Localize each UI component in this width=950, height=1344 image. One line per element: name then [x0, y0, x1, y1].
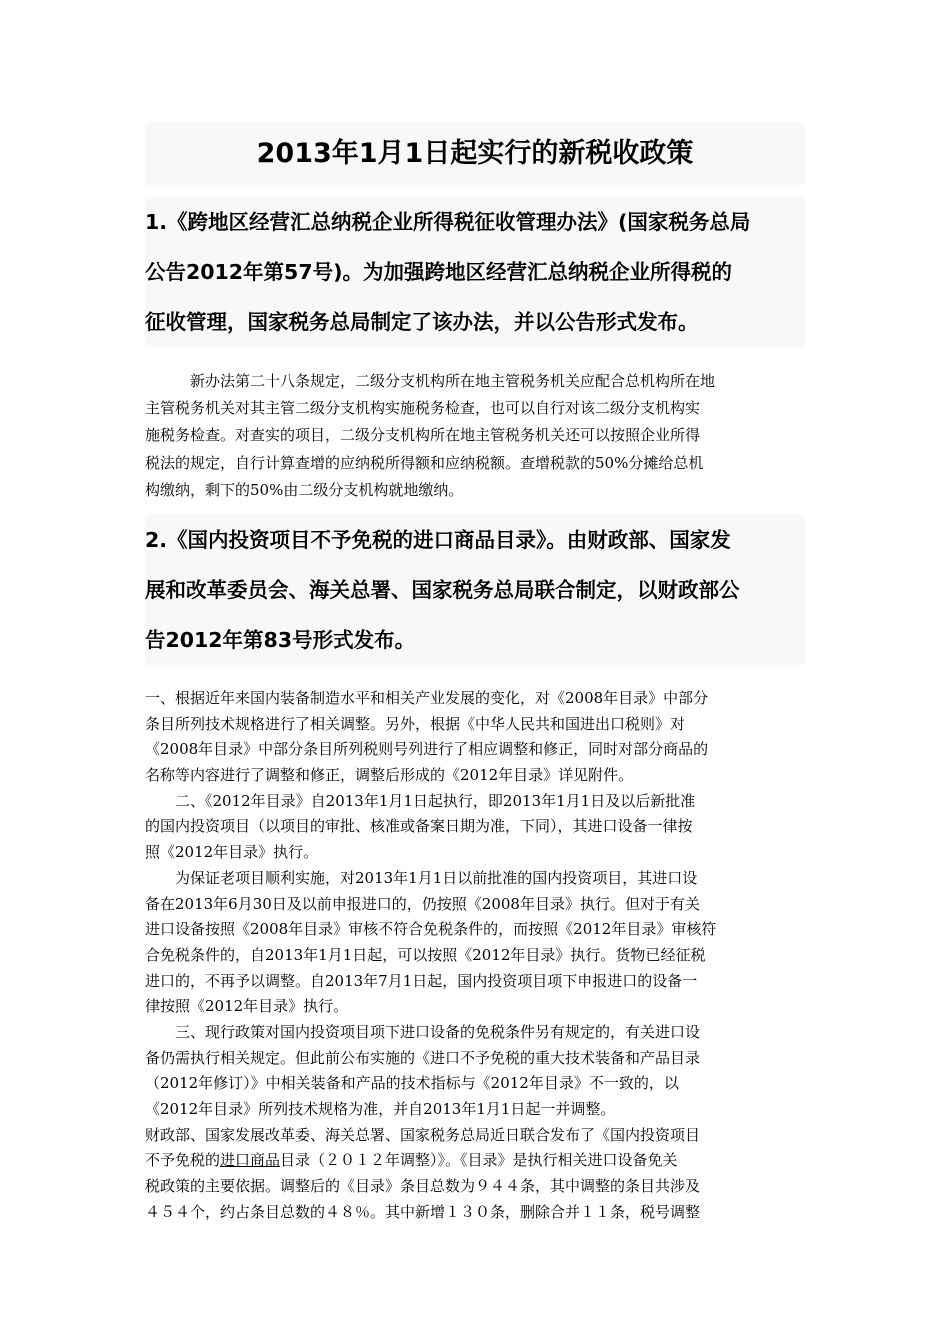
- paragraph-line: 进口设备按照《2008年目录》审核不符合免税条件的，而按照《2012年目录》审核符: [145, 920, 717, 939]
- paragraph-line: 新办法第二十八条规定，二级分支机构所在地主管税务机关应配合总机构所在地: [190, 372, 716, 390]
- paragraph-line: 三、现行政策对国内投资项目项下进口设备的免税条件另有规定的，有关进口设: [175, 1022, 701, 1041]
- heading-line: 公告2012年第57号)。为加强跨地区经营汇总纳税企业所得税的: [145, 260, 732, 284]
- paragraph-line: 税政策的主要依据。调整后的《目录》条目总数为９４４条，其中调整的条目共涉及: [145, 1177, 701, 1196]
- paragraph-line: 进口的，不再予以调整。自2013年7月1日起，国内投资项目项下申报进口的设备一: [145, 971, 698, 990]
- paragraph-line: 《2008年目录》中部分条目所列税则号列进行了相应调整和修正，同时对部分商品的: [145, 740, 709, 759]
- paragraph-line: 构缴纳，剩下的50%由二级分支机构就地缴纳。: [145, 480, 464, 499]
- paragraph-line: 律按照《2012年目录》执行。: [145, 997, 349, 1016]
- paragraph-line: 条目所列技术规格进行了相关调整。另外，根据《中华人民共和国进出口税则》对: [145, 714, 686, 733]
- text-run: 不予免税的: [145, 1151, 221, 1170]
- heading-line: 告2012年第83号形式发布。: [145, 628, 416, 652]
- section-2-body: [145, 686, 809, 1225]
- paragraph-line: 二、《2012年目录》自2013年1月1日起执行，即2013年1月1日及以后新批准: [175, 791, 696, 810]
- paragraph-line: （2012年修订）》中相关装备和产品的技术指标与《2012年目录》不一致的，以: [145, 1074, 679, 1093]
- paragraph-line: 为保证老项目顺利实施，对2013年1月1日以前批准的国内投资项目，其进口设: [175, 868, 698, 887]
- text-run: 目录（２０１２年调整）》。《目录》是执行相关进口设备免关: [280, 1151, 678, 1170]
- paragraph-line: 主管税务机关对其主管二级分支机构实施税务检查，也可以自行对该二级分支机构实: [145, 399, 701, 418]
- section-2-heading: [145, 515, 805, 665]
- paragraph-line: 照《2012年目录》执行。: [145, 843, 319, 862]
- paragraph-line: [145, 1148, 809, 1174]
- paragraph-line: 施税务检查。对查实的项目，二级分支机构所在地主管税务机关还可以按照企业所得: [145, 426, 701, 445]
- paragraph-line: ４５４个，约占条目总数的４８％。其中新增１３０条，删除合并１１条，税号调整: [145, 1202, 701, 1221]
- paragraph-line: 一、根据近年来国内装备制造水平和相关产业发展的变化，对《2008年目录》中部分: [145, 689, 709, 707]
- paragraph-line: 名称等内容进行了调整和修正，调整后形成的《2012年目录》详见附件。: [145, 766, 634, 785]
- section-1-heading: [145, 197, 805, 347]
- paragraph-line: 备仍需执行相关规定。但此前公布实施的《进口不予免税的重大技术装备和产品目录: [145, 1048, 701, 1067]
- paragraph-line: 《2012年目录》所列技术规格为准，并自2013年1月1日起一并调整。: [145, 1100, 616, 1118]
- paragraph-line: 税法的规定，自行计算查增的应纳税所得额和应纳税额。查增税款的50%分摊给总机: [145, 453, 704, 472]
- imported-goods-link[interactable]: 进口商品: [220, 1151, 281, 1170]
- heading-line: 征收管理，国家税务总局制定了该办法，并以公告形式发布。: [145, 310, 699, 334]
- document-title: 2013年1月1日起实行的新税收政策: [145, 123, 805, 185]
- paragraph-line: 财政部、国家发展改革委、海关总署、国家税务总局近日联合发布了《国内投资项目: [145, 1125, 701, 1144]
- heading-line: 2.《国内投资项目不予免税的进口商品目录》。由财政部、国家发: [145, 528, 731, 552]
- section-1-body: [145, 368, 809, 504]
- heading-line: 展和改革委员会、海关总署、国家税务总局联合制定，以财政部公: [145, 578, 740, 602]
- paragraph-line: 备在2013年6月30日及以前申报进口的，仍按照《2008年目录》执行。但对于有关: [145, 894, 700, 913]
- paragraph-line: 合免税条件的，自2013年1月1日起，可以按照《2012年目录》执行。货物已经征税: [145, 945, 706, 964]
- heading-line: 1.《跨地区经营汇总纳税企业所得税征收管理办法》(国家税务总局: [145, 210, 751, 234]
- paragraph-line: 的国内投资项目（以项目的审批、核准或备案日期为准，下同），其进口设备一律按: [145, 817, 693, 836]
